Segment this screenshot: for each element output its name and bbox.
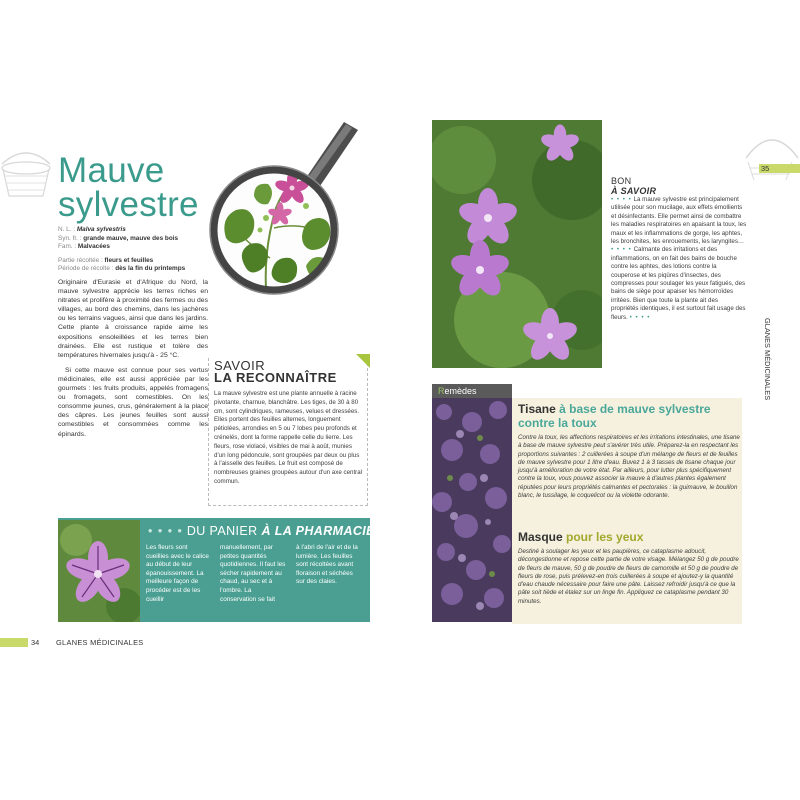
family: Malvacées [77,243,110,251]
intro-paragraph-2: Si cette mauve est connue pour ses vertus médicinales, elle est aussi appréciée par les gourmets : les fruits produits, appelés fromagens ou fromagets, sont comestibles. On les consomme jeunes, crus, généralement à la place des câpres. Les jeunes feuilles sont aussi comestibles et consommées comme les épinards. [58,366,208,438]
title-line-2: sylvestre [58,185,199,224]
teal-dots: • • • • [611,196,632,203]
panier-column-1: Les fleurs sont cueillies avec le calice au début de leur épanouissement. La meilleure façon de procéder est de les cueillir [146,544,209,603]
bon-a-savoir-text [611,196,747,322]
bon-paragraph-1: La mauve sylvestre est principalement utilisée pour son mucilage, aux effets émollients et désinfectants. Elle permet ainsi de combattre les maladies respiratoires en apaisant la toux, les maux et les inflammations de gorge, les aphtes, les bronchites, les enrouements, les laryngites… [611,196,747,246]
meta-label: Partie récoltée : [58,256,105,264]
savoir-text: La mauve sylvestre est une plante annuelle à racine pivotante, charnue, blanchâtre. Les tiges, de 30 à 80 cm, sont cylindriques, rameuses, velues et dressées. Elles portent des feuilles alternes, longuement pétiolées, arrondies en 5 ou 7 lobes peu profonds et crénelés, dont la forme rappelle celle du lierre. Les fleurs, rose violacé, visibles de mai à août, munies d'un long pédoncule, sont groupées par deux ou plus à l'aisselle des feuilles. Le fruit est composé de nombreuses graines groupées autour d'un axe central commun. [214,390,363,485]
meta-label: Période de récolte : [58,265,116,273]
running-header-right [752,158,792,401]
remedes-initial: R [438,386,445,396]
synonyms: grande mauve, mauve des bois [83,234,179,242]
dried-mallow-photo [432,398,512,622]
intro-paragraph-1: Originaire d'Eurasie et d'Afrique du Nord, la mauve sylvestre apprécie les terres riches en nitrates et prolifère à proximité des fermes ou des villages, au bord des chemins, dans les jachères ou les terrains vagues, ainsi que dans les jardins. Cette plante à croissance rapide aime les expositions ensoleillées et les terres bien drainées. Elle est rustique et tolère des températures hivernales jusqu'à - 25 °C. [58,279,208,359]
title-line-1: Mauve [58,151,165,190]
plant-metadata [58,226,218,274]
panier-column-2: manuellement, par petites quantités quotidiennes. Il faut les sécher rapidement au chaud, au sec et à l'ombre. La conservation se fait [220,544,286,603]
green-corner-icon [354,352,372,370]
savoir-heading [214,360,337,384]
running-footer-left: GLANES MÉDICINALES [56,638,144,647]
savoir-reconnaitre-box [208,352,374,500]
basket-illustration [0,138,52,200]
footer-bar-left [0,638,28,647]
masque-heading-b: pour les yeux [566,530,644,544]
remedes-tab [432,384,512,398]
bon-paragraph-2: Calmante des irritations et des inflammations, on en fait des bains de bouche contre les aphtes, des lotions contre la couperose et les piqûres d'insectes, des compresses pour soulager les yeux fatigués, des bains de siège pour apaiser les hémorroïdes irritées. Bien que toute la plante ait des propriétés identiques, il est surtout fait usage des fleurs. [611,246,746,321]
page-title [58,151,199,224]
bon-heading-line2: À SAVOIR [611,186,657,196]
mallow-flower-photo [58,520,140,622]
panier-title-a: DU PANIER [186,524,258,538]
harvest-period: dès la fin du printemps [115,265,186,273]
panier-title-b: À LA PHARMACIE [261,524,375,538]
panier-column-3: à l'abri de l'air et de la lumière. Les feuilles sont récoltées avant floraison et séchées sur des claies. [296,544,358,586]
mallow-plant-photo [432,120,602,368]
panier-title [148,524,375,538]
masque-heading-a: Masque [518,530,567,544]
meta-label: Fam. : [58,243,78,251]
bon-heading-line1: BON [611,176,632,186]
tisane-heading-a: Tisane [518,402,560,416]
remedes-rest: emèdes [444,386,477,396]
masque-text: Destiné à soulager les yeux et les paupières, ce cataplasme adoucit, décongestionne et repose cette partie de votre visage. Mélangez 50 g de poudre de fleurs de mauve, 50 g de poudre de fleurs de camomille et 50 g de poudre de fleurs de rose, puis prélevez-en trois cuillerées à soupe et ajoutez-y la quantité d'eau chaude nécessaire pour faire une pâte. Laissez refroidir jusqu'à ce que la pâte soit tiède et étalez sur un linge fin. Appliquez ce cataplasme pendant 30 minutes. [518,548,739,605]
savoir-heading-line1: SAVOIR [214,358,266,373]
intro-text [58,278,208,439]
latin-name: Malva sylvestris [76,226,126,233]
running-header-text: GLANES MÉDICINALES [763,318,772,401]
page-number-right: 35 [761,164,770,173]
page-number-left: 34 [31,638,40,647]
panier-dots: • • • • [148,524,183,538]
magnifier-illustration [206,118,366,348]
savoir-heading-line2: LA RECONNAÎTRE [214,370,337,385]
teal-dots: • • • • [629,313,651,321]
teal-dots: • • • • [611,246,632,254]
tisane-text: Contre la toux, les affections respiratoires et les irritations intestinales, une tisane à base de mauve sylvestre peut s'avérer très utile. Préparez-la en respectant les proportions suivantes : 2 cuillerées à soupe d'un mélange de fleurs et de feuilles de mauve sylvestre pour 1 litre d'eau. Buvez 1 à 3 tasses de tisane chaque jour jusqu'à amélioration de votre état. Par ailleurs, pour lutter plus spécifiquement contre la toux, vous pouvez associer la mauve à d'autres plantes également réputées pour leurs propriétés calmantes et pectorales : la guimauve, le bouillon blanc, le tussilage, le coquelicot ou la violette odorante. [518,434,740,500]
tisane-heading-b: à base de mauve sylvestre contre la toux [518,402,711,430]
bon-a-savoir-heading [611,176,656,196]
tisane-heading [518,402,738,430]
masque-heading [518,530,643,544]
harvested-part: fleurs et feuilles [104,256,154,264]
meta-label: N. L. : [58,226,77,233]
meta-label: Syn. fr. : [58,234,84,242]
